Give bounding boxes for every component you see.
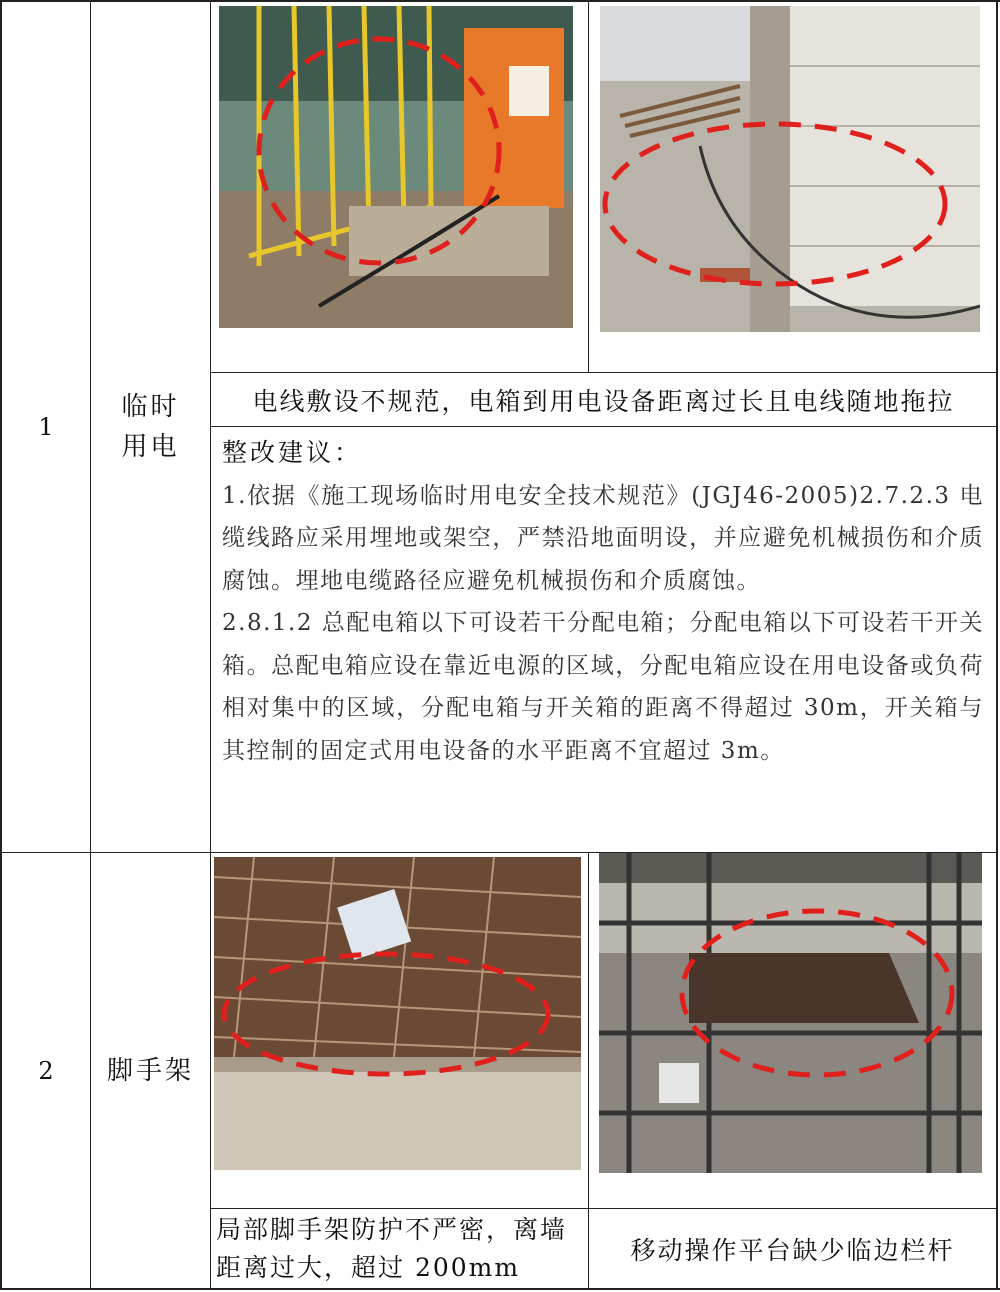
table-border-bottom [0,1288,1000,1290]
photo-mobile-platform [599,853,982,1173]
photo-divider-row1 [588,0,589,372]
issue-caption-left: 局部脚手架防护不严密，离墙距离过大，超过 200mm [216,1214,568,1282]
issue-caption-right: 移动操作平台缺少临边栏杆 [630,1235,955,1265]
advice-heading: 整改建议： [222,438,363,467]
advice-section [222,432,984,772]
photo-electric-box-fence [219,6,573,328]
issue-caption: 电线敷设不规范，电箱到用电设备距离过长且电线随地拖拉 [252,386,955,416]
row-category: 脚手架 [106,1055,194,1086]
row-number: 2 [38,1056,54,1085]
table-border-right [996,0,998,1290]
advice-paragraph-1: 1.依据《施工现场临时用电安全技术规范》(JGJ46-2005)2.7.2.3 电缆线路应采用埋地或架空，严禁沿地面明设，并应避免机械损伤和介质腐蚀。埋地电缆路径应避免机械损伤和介质腐蚀。 [222,482,984,594]
photo-cables-along-wall [600,6,980,332]
row-number: 1 [38,413,54,441]
advice-paragraph-2: 2.8.1.2 总配电箱以下可设若干分配电箱；分配电箱以下可设若干开关箱。总配电箱应设在靠近电源的区域，分配电箱应设在用电设备或负荷相对集中的区域，分配电箱与开关箱的距离不得超过 30m，开关箱与其控制的固定式用电设备的水平距离不宜超过 3m。 [222,610,984,764]
row-category: 临时 用电 [121,392,180,462]
caption-bottom-line-row1 [210,426,998,427]
column-divider-category [210,0,211,1290]
photo-scaffold-mesh [214,857,581,1170]
